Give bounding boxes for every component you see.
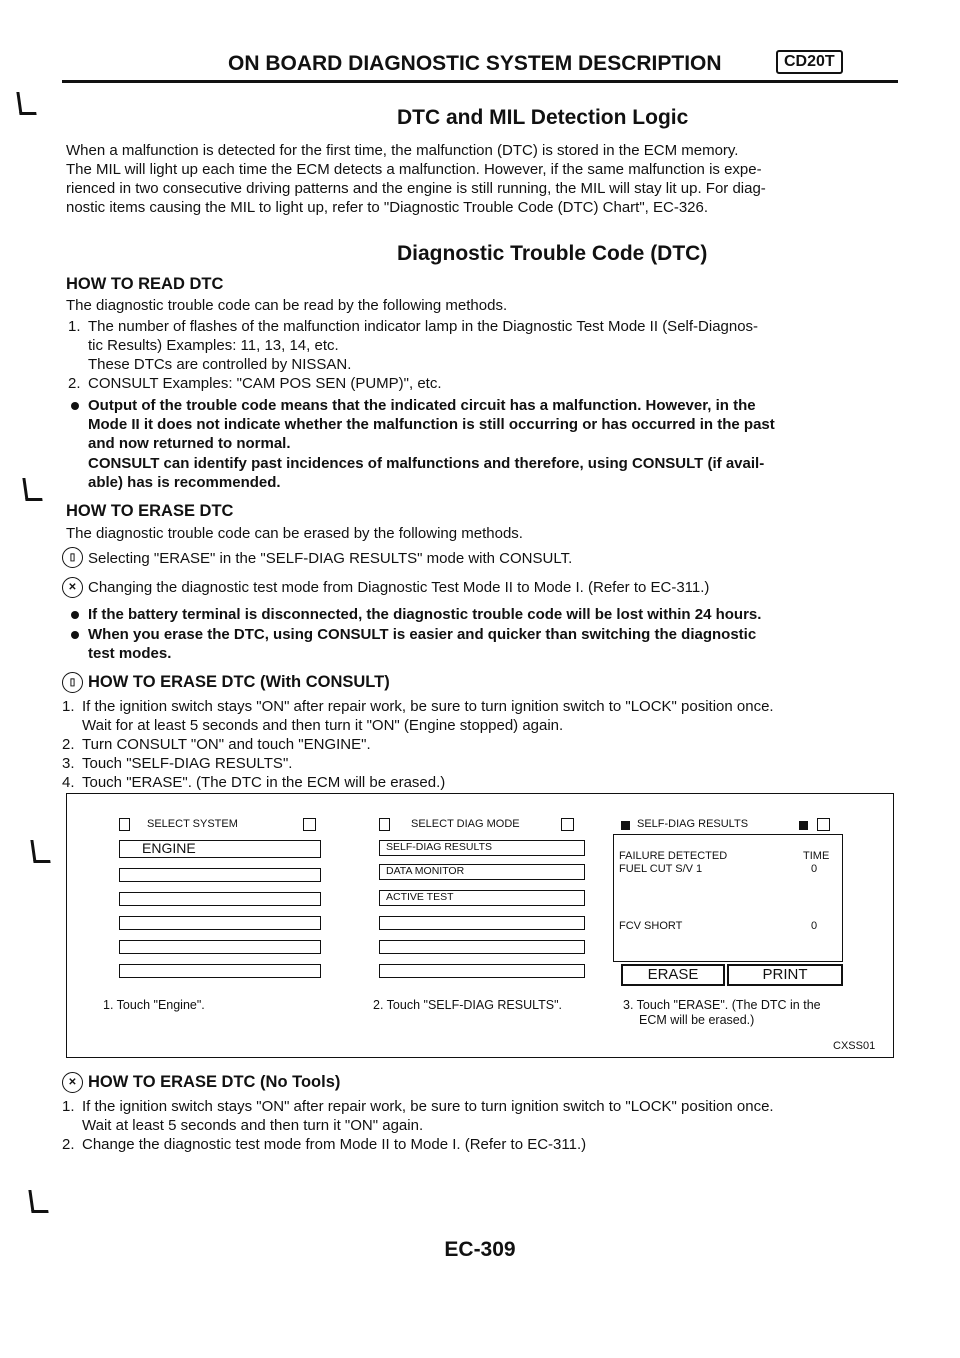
list-number: 2. (62, 736, 75, 753)
screen1-title: SELECT SYSTEM (147, 818, 238, 830)
erase-button[interactable]: ERASE (621, 964, 725, 986)
consult-tool-icon: ▯ (62, 672, 83, 693)
time-header: TIME (803, 850, 830, 862)
bullet-dot (71, 611, 79, 619)
screen1-engine-button[interactable] (119, 840, 321, 858)
note-line: CONSULT can identify past incidences of malfunctions and therefore, using CONSULT (if avail- (88, 455, 765, 472)
checkbox-icon (561, 818, 574, 831)
margin-mark (16, 92, 36, 115)
list-number: 2. (68, 375, 81, 392)
heading-how-to-erase: HOW TO ERASE DTC (66, 502, 234, 520)
consult-tool-icon: ▯ (62, 547, 83, 568)
self-diag-label: SELF-DIAG RESULTS (386, 841, 492, 853)
read-item-line: tic Results) Examples: 11, 13, 14, etc. (88, 337, 339, 354)
list-number: 1. (68, 318, 81, 335)
paragraph-line: The MIL will light up each time the ECM detects a malfunction. However, if the same malfunction is expe- (66, 161, 762, 178)
page-number: EC-309 (444, 1238, 516, 1261)
consult-tip-line: When you erase the DTC, using CONSULT is easier and quicker than switching the diagnostic (88, 626, 757, 643)
empty-list-slot (379, 964, 585, 978)
print-button[interactable]: PRINT (727, 964, 843, 986)
screen3-caption-line: ECM will be erased.) (639, 1013, 755, 1027)
erase-method-consult: Selecting "ERASE" in the "SELF-DIAG RESULTS" mode with CONSULT. (88, 550, 573, 567)
no-tools-icon: ✕ (62, 1072, 83, 1093)
consult-step-line: Touch "ERASE". (The DTC in the ECM will be erased.) (82, 774, 446, 791)
read-intro: The diagnostic trouble code can be read by the following methods. (66, 297, 508, 314)
engine-code-badge: CD20T (776, 50, 843, 74)
printer-icon (379, 818, 390, 831)
read-item-line: These DTCs are controlled by NISSAN. (88, 356, 352, 373)
figure-code: CXSS01 (833, 1040, 876, 1052)
page-header-title: ON BOARD DIAGNOSTIC SYSTEM DESCRIPTION (228, 52, 722, 75)
consult-step-line: Wait for at least 5 seconds and then turn it "ON" (Engine stopped) again. (82, 717, 564, 734)
read-item-line: CONSULT Examples: "CAM POS SEN (PUMP)", etc. (88, 375, 442, 392)
heading-erase-with-consult: HOW TO ERASE DTC (With CONSULT) (88, 673, 390, 691)
data-monitor-button[interactable] (379, 864, 585, 880)
list-number: 2. (62, 1136, 75, 1153)
section-title-dtc: Diagnostic Trouble Code (DTC) (397, 242, 708, 265)
empty-list-slot (119, 964, 321, 978)
margin-mark (30, 840, 50, 863)
failure-detected-header: FAILURE DETECTED (619, 850, 728, 862)
erase-intro: The diagnostic trouble code can be erased by the following methods. (66, 525, 523, 542)
screen2-caption: 2. Touch "SELF-DIAG RESULTS". (373, 998, 563, 1012)
note-line: Output of the trouble code means that the indicated circuit has a malfunction. However, in the (88, 397, 756, 414)
screen3-title: SELF-DIAG RESULTS (637, 818, 749, 830)
note-line: and now returned to normal. (88, 435, 291, 452)
active-test-button[interactable] (379, 890, 585, 906)
list-number: 1. (62, 1098, 75, 1115)
self-diag-results-button[interactable] (379, 840, 585, 856)
bullet-dot (71, 402, 79, 410)
consult-step-line: Touch "SELF-DIAG RESULTS". (82, 755, 293, 772)
consult-screens-figure (66, 793, 894, 1058)
no-tools-icon: ✕ (62, 577, 83, 598)
checkbox-icon (817, 818, 830, 831)
erase-method-no-tools: Changing the diagnostic test mode from Diagnostic Test Mode II to Mode I. (Refer to EC-311.) (88, 579, 710, 596)
screen1-caption: 1. Touch "Engine". (103, 998, 205, 1012)
battery-warning: If the battery terminal is disconnected, the diagnostic trouble code will be lost within 24 hours. (88, 606, 762, 623)
result-row-name: FUEL CUT S/V 1 (619, 863, 703, 875)
result-row-name: FCV SHORT (619, 920, 683, 932)
empty-list-slot (119, 868, 321, 882)
empty-list-slot (119, 892, 321, 906)
list-number: 1. (62, 698, 75, 715)
active-test-label: ACTIVE TEST (386, 891, 454, 903)
screen3-caption-line: 3. Touch "ERASE". (The DTC in the (623, 998, 821, 1012)
data-monitor-label: DATA MONITOR (386, 865, 465, 877)
list-number: 4. (62, 774, 75, 791)
heading-erase-no-tools: HOW TO ERASE DTC (No Tools) (88, 1073, 341, 1091)
empty-list-slot (119, 940, 321, 954)
printer-icon (119, 818, 130, 831)
header-rule (62, 80, 898, 83)
no-tools-step-line: Wait at least 5 seconds and then turn it "ON" again. (82, 1117, 424, 1134)
margin-mark (22, 478, 42, 501)
margin-mark (28, 1190, 48, 1213)
square-marker-icon (799, 821, 808, 830)
engine-label: ENGINE (142, 840, 196, 856)
consult-step-line: Turn CONSULT "ON" and touch "ENGINE". (82, 736, 371, 753)
note-line: able) has is recommended. (88, 474, 281, 491)
result-row-time: 0 (811, 863, 818, 875)
read-item-line: The number of flashes of the malfunction indicator lamp in the Diagnostic Test Mode II (Self-Diagnos- (88, 318, 759, 335)
bullet-dot (71, 631, 79, 639)
square-marker-icon (621, 821, 630, 830)
note-line: Mode II it does not indicate whether the malfunction is still occurring or has occurred in the past (88, 416, 775, 433)
screen2-title: SELECT DIAG MODE (411, 818, 520, 830)
no-tools-step-line: If the ignition switch stays "ON" after repair work, be sure to turn ignition switch to "LOCK" position once. (82, 1098, 774, 1115)
checkbox-icon (303, 818, 316, 831)
result-row-time: 0 (811, 920, 818, 932)
paragraph-line: nostic items causing the MIL to light up, refer to "Diagnostic Trouble Code (DTC) Chart", EC-326. (66, 199, 709, 216)
empty-list-slot (119, 916, 321, 930)
no-tools-step-line: Change the diagnostic test mode from Mode II to Mode I. (Refer to EC-311.) (82, 1136, 587, 1153)
section-title-mil-logic: DTC and MIL Detection Logic (397, 106, 689, 129)
list-number: 3. (62, 755, 75, 772)
empty-list-slot (379, 916, 585, 930)
heading-how-to-read: HOW TO READ DTC (66, 275, 224, 293)
empty-list-slot (379, 940, 585, 954)
consult-step-line: If the ignition switch stays "ON" after repair work, be sure to turn ignition switch to "LOCK" position once. (82, 698, 774, 715)
consult-tip-line: test modes. (88, 645, 172, 662)
paragraph-line: rienced in two consecutive driving patterns and the engine is still running, the MIL will stay lit up. For diag- (66, 180, 766, 197)
paragraph-line: When a malfunction is detected for the first time, the malfunction (DTC) is stored in the ECM memory. (66, 142, 739, 159)
